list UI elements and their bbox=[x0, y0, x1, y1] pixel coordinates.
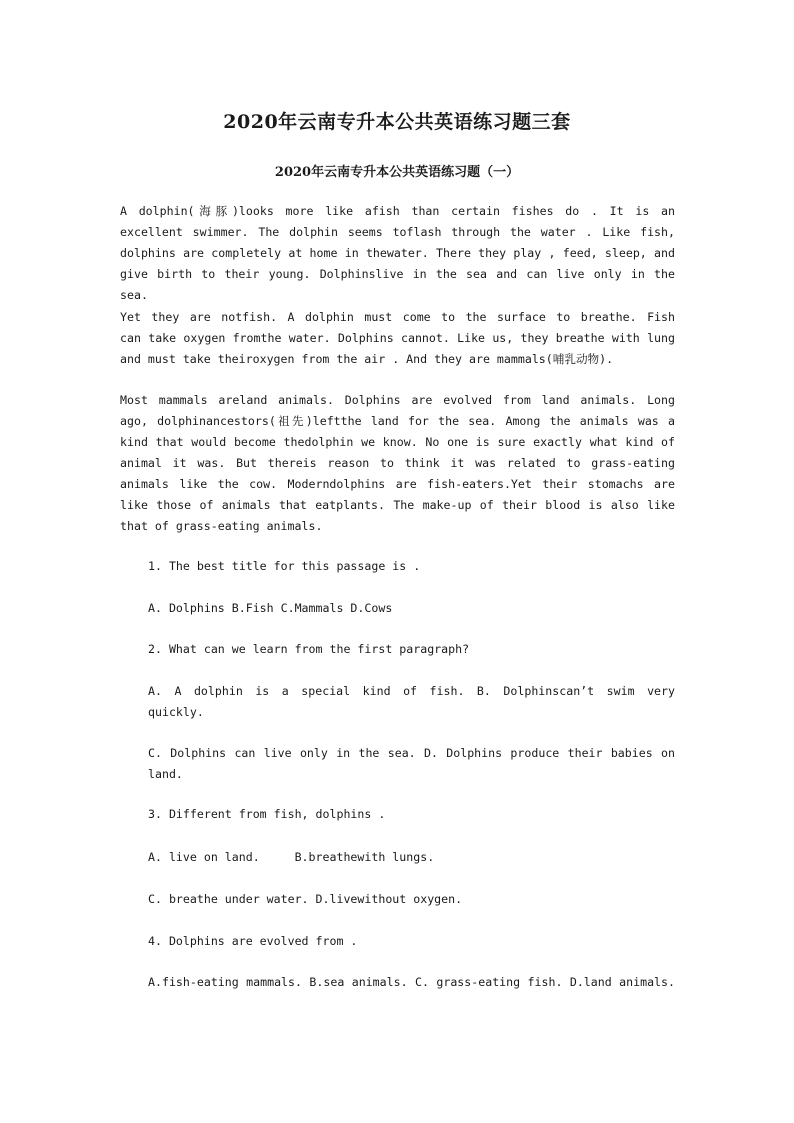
question-1-options bbox=[148, 598, 675, 619]
text-line: give birth to their young. Dolphinslive in the sea and can live only in the sea. bbox=[120, 267, 675, 302]
answer-option: A. Dolphins B.Fish C.Mammals D.Cows bbox=[148, 601, 393, 615]
answer-option: A. A dolphin is a special kind of fish. B. Dolphinscan’t swim very bbox=[148, 684, 675, 698]
text-line: that of grass-eating animals. bbox=[120, 519, 323, 533]
passage-paragraph-2 bbox=[120, 307, 675, 370]
text-line: can take oxygen fromthe water. Dolphins cannot. Like us, they breathe with lung bbox=[120, 331, 675, 345]
answer-option: land. bbox=[148, 767, 183, 781]
text-line: ago, dolphinancestors(祖先)leftthe land for the sea. Among the animals was a bbox=[120, 414, 675, 428]
question-3 bbox=[148, 804, 675, 825]
question-2 bbox=[148, 639, 675, 660]
answer-option: A. live on land. B.breathewith lungs. bbox=[148, 850, 435, 864]
answer-option: C. Dolphins can live only in the sea. D. Dolphins produce their babies on bbox=[148, 746, 675, 760]
question-stem: 4. Dolphins are evolved from . bbox=[148, 934, 358, 948]
text-line: A dolphin(海豚)looks more like afish than certain fishes do . It is an bbox=[120, 204, 675, 218]
passage-paragraph-1 bbox=[120, 201, 675, 302]
text-line: animals like the cow. Moderndolphins are fish-eaters.Yet their stomachs are bbox=[120, 477, 675, 491]
question-4-options bbox=[148, 972, 675, 993]
question-2-options-cd bbox=[148, 743, 675, 785]
text-line: Yet they are notfish. A dolphin must come to the surface to breathe. Fish bbox=[120, 310, 675, 324]
question-4 bbox=[148, 931, 675, 952]
question-stem: 2. What can we learn from the first paragraph? bbox=[148, 642, 470, 656]
text-line: and must take theiroxygen from the air . And they are mammals(哺乳动物). bbox=[120, 352, 614, 366]
passage-paragraph-3 bbox=[120, 390, 675, 537]
text-line: like those of animals that eatplants. The make-up of their blood is also like bbox=[120, 498, 675, 512]
exercise-subtitle: 2020年云南专升本公共英语练习题（一） bbox=[274, 165, 520, 180]
answer-option: quickly. bbox=[148, 705, 204, 719]
question-stem: 3. Different from fish, dolphins . bbox=[148, 807, 386, 821]
question-2-options-ab bbox=[148, 681, 675, 723]
question-3-options-ab bbox=[148, 847, 675, 868]
document-title: 2020年云南专升本公共英语练习题三套 bbox=[223, 111, 571, 133]
text-line: excellent swimmer. The dolphin seems toflash through the water . Like fish, bbox=[120, 225, 675, 239]
answer-option: A.fish-eating mammals. B.sea animals. C. grass-eating fish. D.land animals. bbox=[148, 975, 675, 989]
question-stem: 1. The best title for this passage is . bbox=[148, 559, 421, 573]
question-1 bbox=[148, 556, 675, 577]
text-line: dolphins are completely at home in thewater. There they play , feed, sleep, and bbox=[120, 246, 675, 260]
text-line: Most mammals areland animals. Dolphins are evolved from land animals. Long bbox=[120, 393, 675, 407]
text-line: animal it was. But thereis reason to think it was related to grass-eating bbox=[120, 456, 675, 470]
text-line: kind that would become thedolphin we know. No one is sure exactly what kind of bbox=[120, 435, 675, 449]
question-3-options-cd bbox=[148, 889, 675, 910]
answer-option: C. breathe under water. D.livewithout oxygen. bbox=[148, 892, 463, 906]
